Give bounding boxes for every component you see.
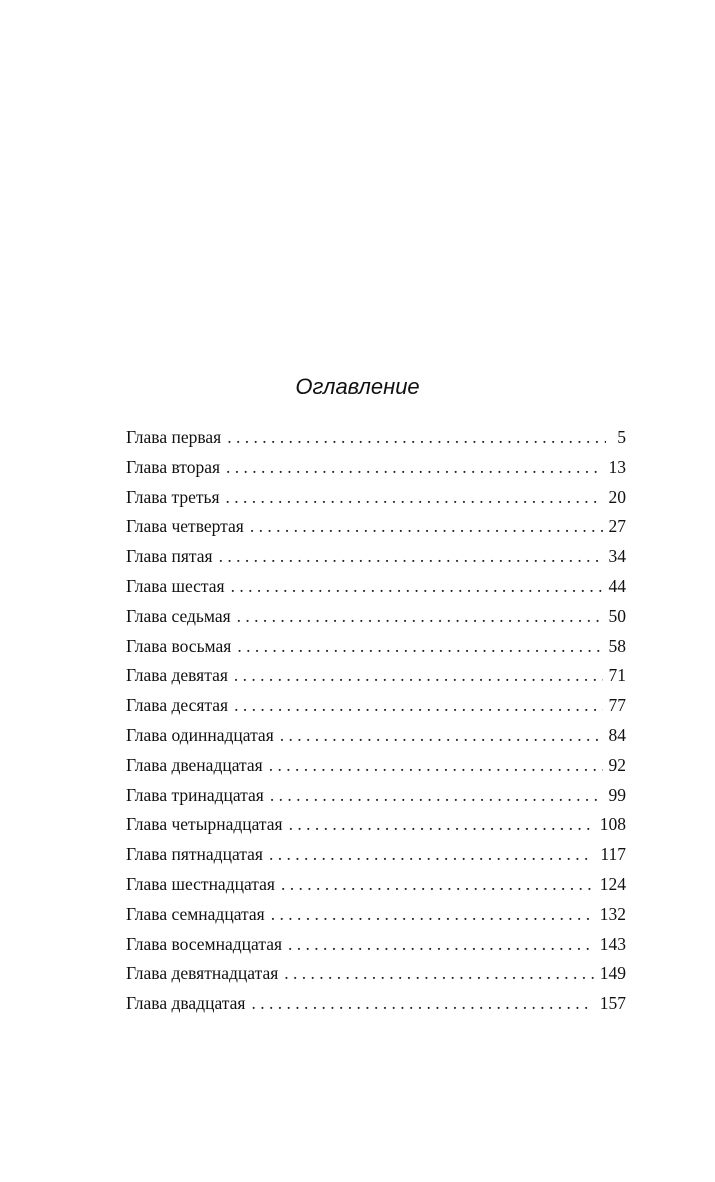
page-number: 58 xyxy=(608,635,626,656)
page-number: 108 xyxy=(599,814,626,835)
chapter-label: Глава восьмая xyxy=(126,635,232,656)
dot-leader xyxy=(234,691,602,721)
chapter-label: Глава третья xyxy=(126,486,220,507)
toc-entry[interactable] xyxy=(126,602,626,632)
page-number: 84 xyxy=(608,724,626,745)
dot-leader xyxy=(226,483,603,513)
chapter-label: Глава девятая xyxy=(126,665,228,686)
dot-leader xyxy=(288,930,594,960)
chapter-label: Глава шестая xyxy=(126,575,225,596)
toc-entry[interactable] xyxy=(126,989,626,1019)
toc-entry[interactable] xyxy=(126,542,626,572)
chapter-label: Глава одиннадцатая xyxy=(126,724,274,745)
page-number: 50 xyxy=(608,605,626,626)
chapter-label: Глава двадцатая xyxy=(126,993,246,1014)
toc-entry[interactable] xyxy=(126,691,626,721)
page-number: 71 xyxy=(608,665,626,686)
table-of-contents xyxy=(126,423,626,1019)
page-number: 117 xyxy=(600,844,626,865)
dot-leader xyxy=(280,721,603,751)
dot-leader xyxy=(289,810,594,840)
toc-entry[interactable] xyxy=(126,572,626,602)
dot-leader xyxy=(271,900,594,930)
page-number: 13 xyxy=(608,456,626,477)
page-number: 27 xyxy=(608,516,626,537)
chapter-label: Глава четвертая xyxy=(126,516,244,537)
dot-leader xyxy=(231,572,603,602)
page-number: 5 xyxy=(617,427,626,447)
toc-entry[interactable] xyxy=(126,870,626,900)
page-number: 77 xyxy=(608,695,626,716)
toc-entry[interactable] xyxy=(126,512,626,542)
page-number: 149 xyxy=(599,963,626,984)
dot-leader xyxy=(269,751,603,781)
chapter-label: Глава девятнадцатая xyxy=(126,963,279,984)
chapter-label: Глава вторая xyxy=(126,456,221,477)
toc-entry[interactable] xyxy=(126,632,626,662)
toc-entry[interactable] xyxy=(126,810,626,840)
chapter-label: Глава первая xyxy=(126,427,222,447)
page-number: 132 xyxy=(599,903,626,924)
dot-leader xyxy=(250,512,603,542)
dot-leader xyxy=(226,453,602,483)
chapter-label: Глава шестнадцатая xyxy=(126,873,275,894)
page-number: 124 xyxy=(599,873,626,894)
toc-entry[interactable] xyxy=(126,930,626,960)
chapter-label: Глава пятнадцатая xyxy=(126,844,263,865)
dot-leader xyxy=(227,423,606,453)
toc-entry[interactable] xyxy=(126,840,626,870)
dot-leader xyxy=(281,870,594,900)
toc-entry[interactable] xyxy=(126,959,626,989)
chapter-label: Глава десятая xyxy=(126,695,229,716)
dot-leader xyxy=(270,781,603,811)
toc-entry[interactable] xyxy=(126,721,626,751)
dot-leader xyxy=(237,602,603,632)
chapter-label: Глава восемнадцатая xyxy=(126,933,283,954)
dot-leader xyxy=(269,840,594,870)
chapter-label: Глава седьмая xyxy=(126,605,231,626)
toc-entry[interactable] xyxy=(126,483,626,513)
toc-entry[interactable] xyxy=(126,751,626,781)
dot-leader xyxy=(234,661,603,691)
toc-entry[interactable] xyxy=(126,453,626,483)
toc-entry[interactable] xyxy=(126,423,626,453)
dot-leader xyxy=(284,959,593,989)
page-number: 157 xyxy=(599,993,626,1014)
chapter-label: Глава пятая xyxy=(126,546,213,567)
chapter-label: Глава двенадцатая xyxy=(126,754,263,775)
dot-leader xyxy=(219,542,603,572)
page-number: 92 xyxy=(608,754,626,775)
dot-leader xyxy=(251,989,593,1019)
toc-entry[interactable] xyxy=(126,900,626,930)
dot-leader xyxy=(237,632,602,662)
page-number: 44 xyxy=(608,575,626,596)
toc-entry[interactable] xyxy=(126,661,626,691)
page-number: 20 xyxy=(608,486,626,507)
page-number: 99 xyxy=(608,784,626,805)
page-number: 143 xyxy=(599,933,626,954)
page-title: Оглавление xyxy=(295,374,420,399)
chapter-label: Глава тринадцатая xyxy=(126,784,264,805)
toc-entry[interactable] xyxy=(126,781,626,811)
page-number: 34 xyxy=(608,546,626,567)
chapter-label: Глава семнадцатая xyxy=(126,903,265,924)
chapter-label: Глава четырнадцатая xyxy=(126,814,283,835)
